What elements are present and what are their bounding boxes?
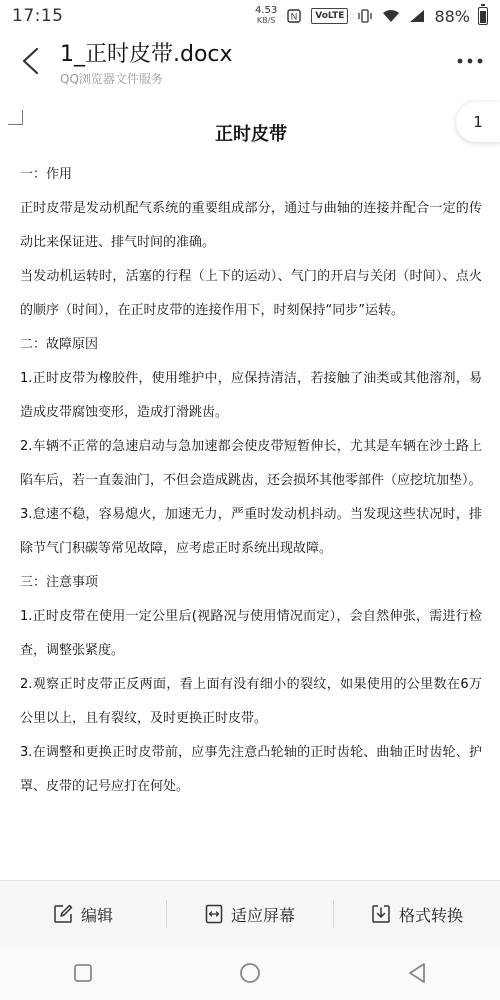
section-title: 一：作用 — [20, 167, 73, 182]
more-horizontal-icon — [457, 57, 483, 65]
format-convert-button[interactable] — [334, 881, 500, 947]
more-options-button[interactable] — [440, 32, 500, 90]
format-convert-icon — [371, 904, 391, 924]
circle-icon — [239, 962, 261, 984]
document-heading: 正时皮带 — [215, 124, 287, 145]
back-button[interactable] — [0, 32, 60, 90]
status-time: 17:15 — [12, 6, 64, 26]
title-bar — [0, 32, 500, 90]
edit-button[interactable] — [0, 881, 166, 947]
paragraph: 1.正时皮带为橡胶件，使用维护中，应保持清洁，若接触了油类或其他溶剂，易造成皮带腐蚀变形，造成打滑跳齿。 — [20, 371, 482, 420]
network-speed — [255, 6, 277, 26]
nfc-icon — [285, 8, 303, 24]
network-speed-unit: KB/S — [256, 16, 276, 25]
battery-icon — [478, 7, 488, 25]
home-button[interactable] — [210, 946, 290, 1000]
battery-percent: 88% — [434, 6, 470, 26]
vibrate-icon — [356, 8, 374, 24]
paragraph: 3.怠速不稳，容易熄火，加速无力，严重时发动机抖动。当发现这些状况时，排除节气门积碳等常见故障，应考虑正时系统出现故障。 — [20, 507, 482, 556]
edit-icon — [53, 904, 73, 924]
fit-screen-icon — [205, 904, 223, 924]
paragraph: 当发动机运转时，活塞的行程（上下的运动）、气门的开启与关闭（时间）、点火的顺序（时间），在正时皮带的连接作用下，时刻保持“同步”运转。 — [20, 269, 482, 318]
paragraph: 2.观察正时皮带正反两面，看上面有没有细小的裂纹，如果使用的公里数在6万公里以上，且有裂纹，及时更换正时皮带。 — [20, 677, 482, 726]
page-number-badge[interactable]: 1 — [456, 102, 500, 142]
document-content — [0, 92, 500, 804]
system-nav-bar — [0, 946, 500, 1000]
paragraph: 正时皮带是发动机配气系统的重要组成部分，通过与曲轴的连接并配合一定的传动比来保证进、排气时间的准确。 — [20, 201, 482, 250]
fit-screen-button[interactable] — [167, 881, 333, 947]
title-block — [60, 35, 440, 87]
chevron-left-icon — [19, 46, 41, 76]
network-speed-value: 4.53 — [254, 5, 278, 16]
svg-text:N: N — [290, 11, 298, 22]
document-viewer[interactable] — [0, 92, 500, 880]
paragraph: 2.车辆不正常的急速启动与急加速都会使皮带短暂伸长，尤其是车辆在沙土路上陷车后，若一直轰油门，不但会造成跳齿，还会损坏其他零部件（应挖坑加垫）。 — [20, 439, 482, 488]
recent-apps-button[interactable] — [43, 946, 123, 1000]
format-convert-label: 格式转换 — [398, 905, 463, 925]
document-title: 1_正时皮带.docx — [60, 42, 233, 67]
volte-badge: VoLTE — [311, 8, 348, 24]
cellular-signal-icon — [408, 8, 426, 24]
fit-screen-label: 适应屏幕 — [230, 905, 295, 925]
section-title: 三：注意事项 — [20, 575, 99, 590]
status-bar — [0, 0, 500, 32]
bottom-toolbar — [0, 880, 500, 947]
paragraph: 1.正时皮带在使用一定公里后(视路况与使用情况而定），会自然伸张，需进行检查，调整张紧度。 — [20, 609, 482, 658]
section-title: 二：故障原因 — [20, 337, 99, 352]
square-icon — [73, 963, 93, 983]
edit-label: 编辑 — [80, 905, 113, 925]
document-subtitle: QQ浏览器文件服务 — [60, 72, 163, 86]
nav-back-button[interactable] — [377, 946, 457, 1000]
page-corner-mark — [8, 110, 23, 125]
paragraph: 3.在调整和更换正时皮带前，应事先注意凸轮轴的正时齿轮、曲轴正时齿轮、护罩、皮带的记号应打在何处。 — [20, 745, 482, 794]
status-icons — [255, 6, 488, 26]
triangle-back-icon — [407, 962, 427, 984]
wifi-icon — [382, 8, 400, 24]
